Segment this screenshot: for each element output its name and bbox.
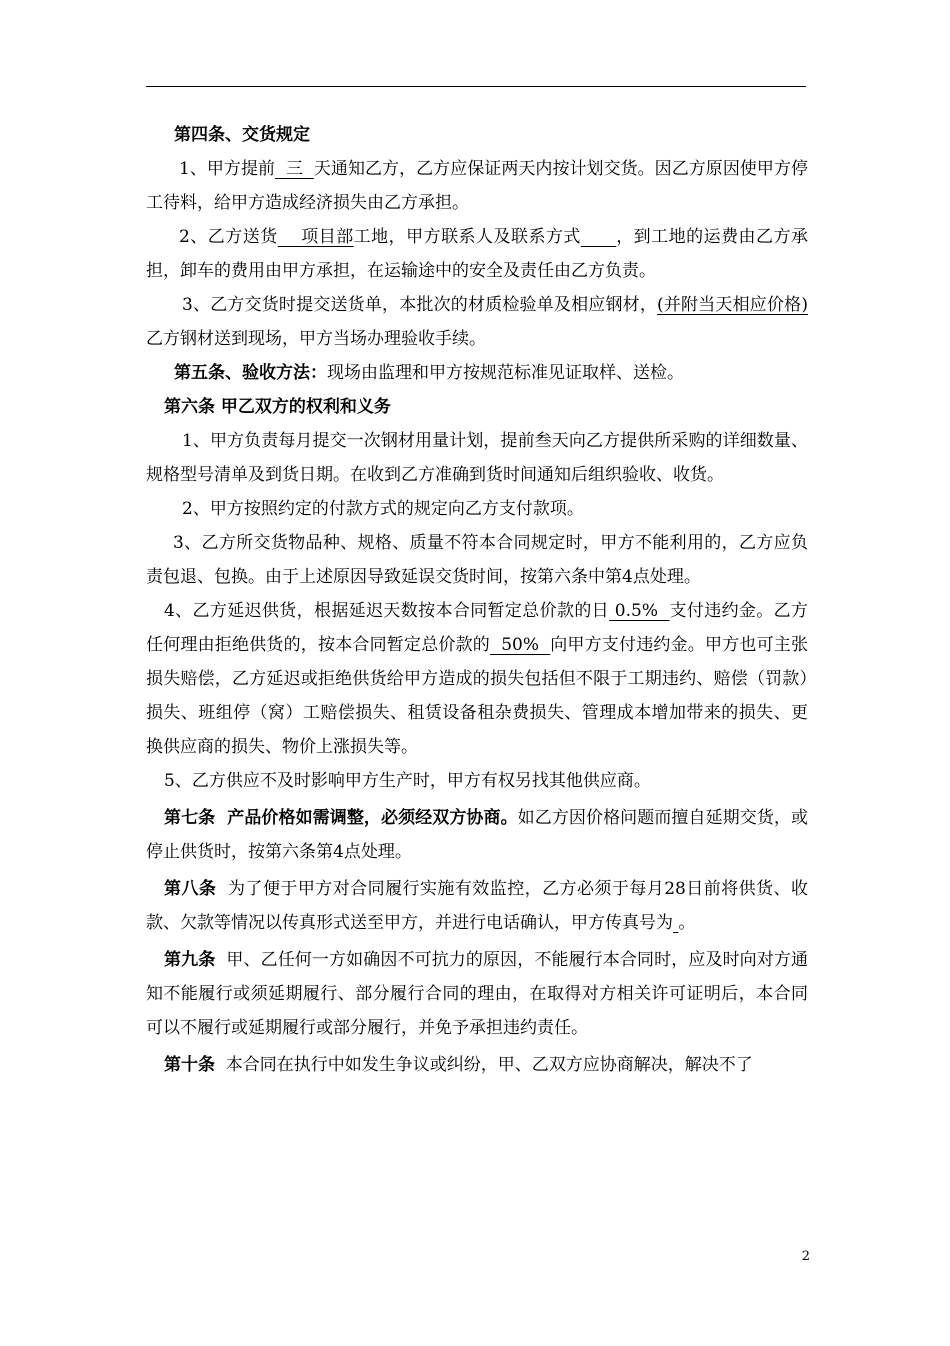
refusal-penalty-rate: 50% [490,635,551,655]
article-7 [146,801,808,869]
article-4-title: 第四条、交货规定 [174,125,310,145]
article-4-item-1-text-b: 天通知乙方，乙方应保证两天内按计划交货。因乙方原因使甲方停工待料，给甲方造成经济损失由乙方承担。 [146,159,808,213]
article-6-item-4-text-a: 4、乙方延迟供货，根据延迟天数按本合同暂定总价款的日 [164,601,610,621]
article-4-item-2-text-c: ，到工地的运费由乙方承担，卸车的费用由甲方承担，在运输途中的安全及责任由乙方负责。 [146,227,808,281]
article-7-text: 如乙方因价格问题而擅自延期交货，或停止供货时，按第六条第4点处理。 [146,808,809,862]
article-4-item-3 [146,288,808,356]
article-10-text: 本合同在执行中如发生争议或纠纷，甲、乙双方应协商解决，解决不了 [215,1055,753,1075]
article-9 [146,943,808,1045]
article-6-title: 第六条 甲乙双方的权利和义务 [164,397,391,417]
article-10 [146,1048,808,1082]
page-number: 2 [801,1249,810,1264]
article-9-text: 甲、乙任何一方如确因不可抗力的原因，不能履行本合同时，应及时向对方通知不能履行或须延期履行、部分履行合同的理由，在取得对方相关许可证明后，本合同可以不履行或延期履行或部分履行，并免予承担违约责任。 [146,950,809,1038]
contract-body [146,118,808,1082]
article-4-item-2 [146,220,808,288]
article-5-title: 第五条、验收方法： [174,363,327,383]
article-8-text: 为了便于甲方对合同履行实施有效监控，乙方必须于每月28日前将供货、收款、欠款等情况以传真形式送至甲方，并进行电话确认，甲方传真号为 [146,879,808,933]
article-4-item-3-text-b: 乙方钢材送到现场，甲方当场办理验收手续。 [146,329,486,349]
article-10-title: 第十条 [164,1055,215,1075]
article-6-item-4 [146,594,808,764]
article-4-item-3-text-a: 3、乙方交货时提交送货单，本批次的材质检验单及相应钢材， [182,295,658,315]
article-5-text: 现场由监理和甲方按规范标准见证取样、送检。 [327,363,684,383]
article-9-title: 第九条 [164,950,216,970]
article-4-item-1 [146,152,808,220]
contact-blank [581,227,616,247]
header-rule [146,86,806,87]
delivery-site-blank: 项目部 [277,227,354,247]
article-4-item-2-text-b: 工地，甲方联系人及联系方式 [353,227,581,247]
article-4-item-2-text-a: 2、乙方送货 [179,227,278,247]
article-7-title: 第七条 产品价格如需调整，必须经双方协商。 [164,808,518,828]
article-6-item-1: 1、甲方负责每月提交一次钢材用量计划，提前叁天向乙方提供所采购的详细数量、规格型号清单及到货日期。在收到乙方准确到货时间通知后组织验收、收货。 [146,431,808,485]
article-5 [146,356,808,390]
article-6-item-5: 5、乙方供应不及时影响甲方生产时，甲方有权另找其他供应商。 [164,771,651,791]
daily-penalty-rate: 0.5% [609,601,670,621]
price-note-underlined: (并附当天相应价格) [657,295,808,315]
article-8 [146,872,808,940]
article-6-item-2: 2、甲方按照约定的付款方式的规定向乙方支付款项。 [182,499,584,519]
article-8-title: 第八条 [164,879,217,899]
article-8-end: 。 [678,913,696,933]
notice-days-blank: 三 [275,159,314,179]
article-4-item-1-text-a: 1、甲方提前 [179,159,276,179]
article-6-item-4-text-c: 向甲方支付违约金。甲方也可主张损失赔偿，乙方延迟或拒绝供货给甲方造成的损失包括但不限于工期违约、赔偿（罚款）损失、班组停（窝）工赔偿损失、租赁设备租杂费损失、管理成本增加带来的损失、更换供应商的损失、物价上涨损失等。 [146,635,809,757]
article-6-item-3: 3、乙方所交货物品种、规格、质量不符本合同规定时，甲方不能利用的，乙方应负责包退、包换。由于上述原因导致延误交货时间，按第六条中第4点处理。 [146,533,808,587]
article-6-item-4-text-b: 支付违约金。乙方任何理由拒绝供货的，按本合同暂定总价款的 [146,601,808,655]
